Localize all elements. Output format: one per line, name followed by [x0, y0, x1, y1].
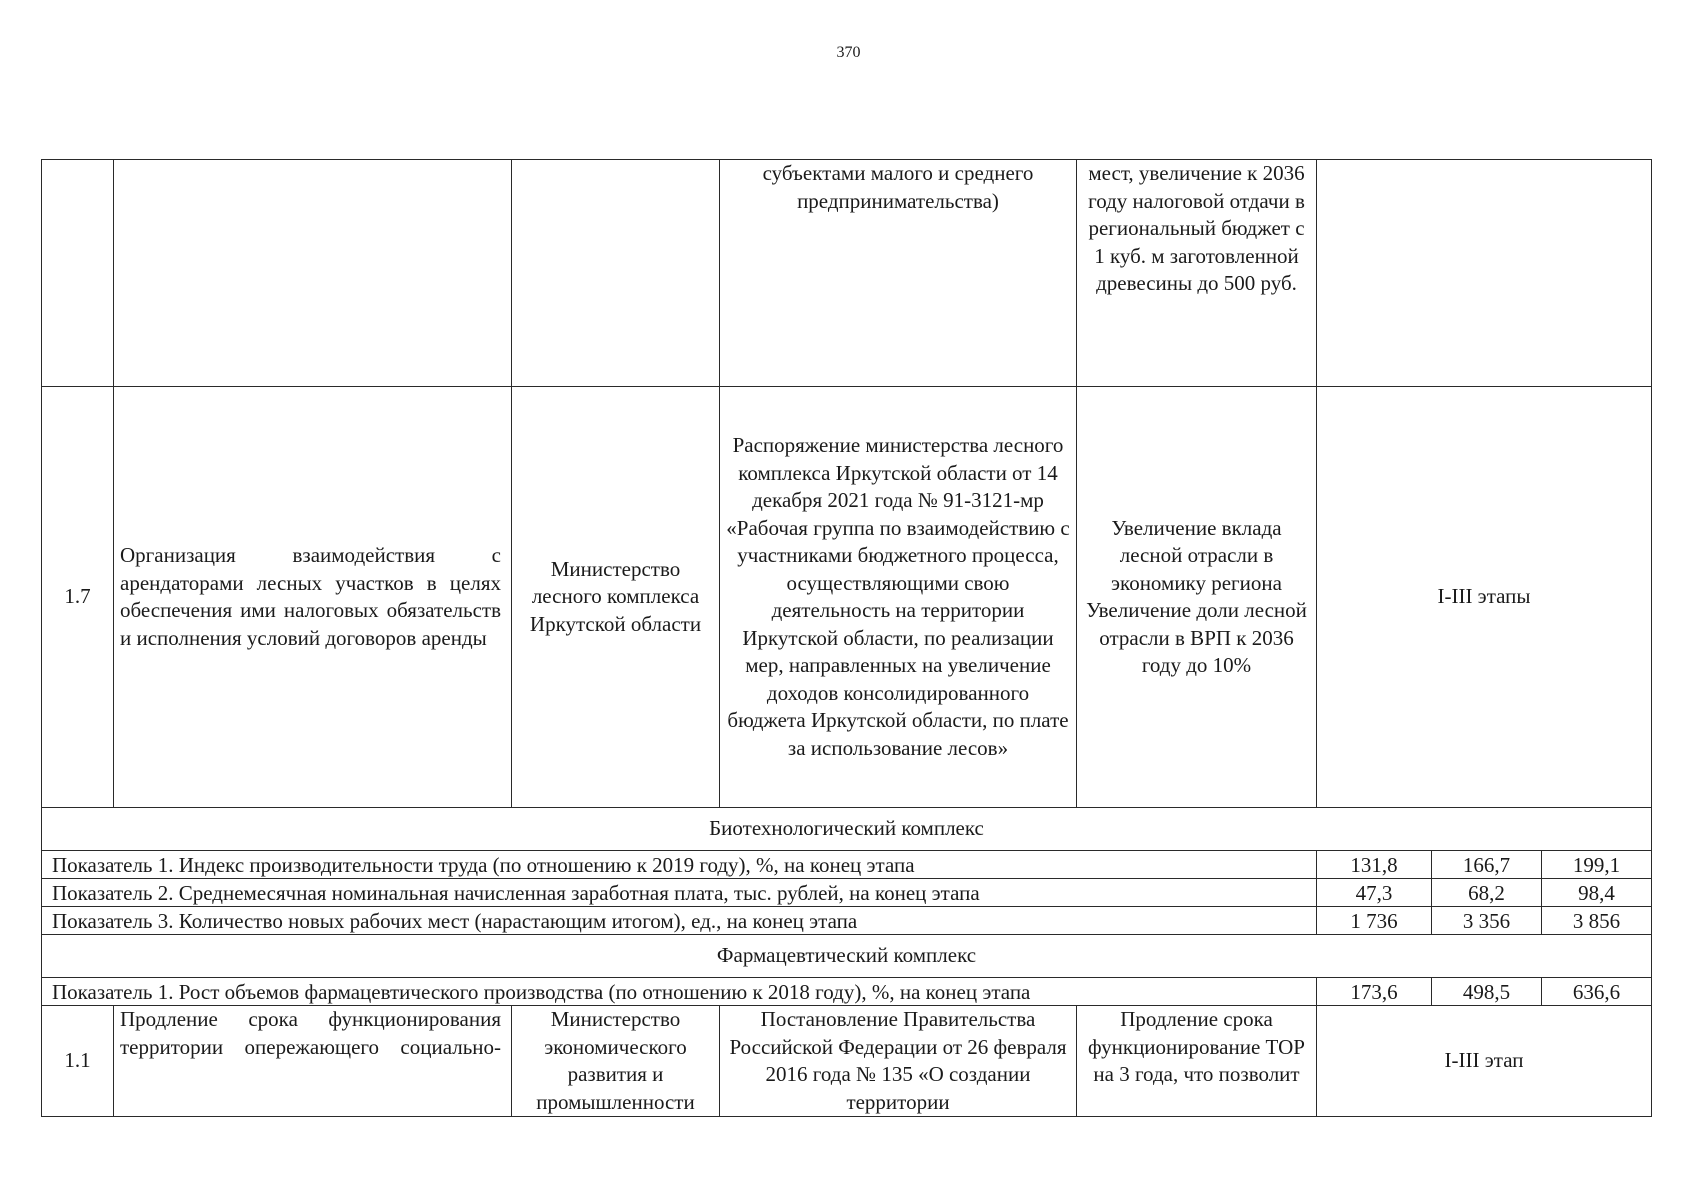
cell-responsible: Министерство экономического развития и промышленности — [512, 1006, 720, 1117]
indicator-value-stage-2: 166,7 — [1432, 851, 1542, 879]
indicator-value-stage-2: 498,5 — [1432, 978, 1542, 1006]
cell-activity — [114, 160, 512, 387]
cell-responsible: Министерство лесного комплекса Иркутской области — [512, 387, 720, 808]
cell-stages — [1317, 160, 1652, 387]
cell-activity: Организация взаимодействия с арендаторами лесных участков в целях обеспечения ими налоговых обязательств и исполнения условий договоров аренды — [114, 387, 512, 808]
section-title: Фармацевтический комплекс — [42, 935, 1652, 978]
cell-activity: Продление срока функционирования территории опережающего социально- — [114, 1006, 512, 1117]
table-row-1-1 — [42, 1006, 1652, 1117]
indicator-row — [42, 978, 1652, 1006]
table-row-continuation — [42, 160, 1652, 387]
page-number: 370 — [836, 44, 861, 61]
section-title: Биотехнологический комплекс — [42, 808, 1652, 851]
measures-table — [41, 159, 1652, 1117]
section-header-biotech — [42, 808, 1652, 851]
indicator-row — [42, 879, 1652, 907]
indicator-value-stage-3: 98,4 — [1542, 879, 1652, 907]
cell-result: Продление срока функционирование ТОР на 3 года, что позволит — [1077, 1006, 1317, 1117]
cell-basis: Распоряжение министерства лесного комплекса Иркутской области от 14 декабря 2021 года № 91-3121-мр «Рабочая группа по взаимодействию с участниками бюджетного процесса, осуществляющими свою деятельность на территории Иркутской области, по реализации мер, направленных на увеличение доходов консолидированного бюджета Иркутской области, по плате за использование лесов» — [720, 387, 1077, 808]
indicator-label: Показатель 1. Рост объемов фармацевтического производства (по отношению к 2018 году), %, на конец этапа — [42, 978, 1317, 1006]
indicator-label: Показатель 3. Количество новых рабочих мест (нарастающим итогом), ед., на конец этапа — [42, 907, 1317, 935]
indicator-value-stage-3: 199,1 — [1542, 851, 1652, 879]
indicator-value-stage-1: 173,6 — [1317, 978, 1432, 1006]
indicator-value-stage-3: 636,6 — [1542, 978, 1652, 1006]
cell-number: 1.1 — [42, 1006, 114, 1117]
indicator-label: Показатель 2. Среднемесячная номинальная начисленная заработная плата, тыс. рублей, на конец этапа — [42, 879, 1317, 907]
section-header-pharma — [42, 935, 1652, 978]
indicator-value-stage-1: 131,8 — [1317, 851, 1432, 879]
cell-result: мест, увеличение к 2036 году налоговой отдачи в региональный бюджет с 1 куб. м заготовленной древесины до 500 руб. — [1077, 160, 1317, 387]
indicator-row — [42, 851, 1652, 879]
table-row-1-7 — [42, 387, 1652, 808]
cell-stages: I-III этап — [1317, 1006, 1652, 1117]
cell-basis: Постановление Правительства Российской Федерации от 26 февраля 2016 года № 135 «О создании территории — [720, 1006, 1077, 1117]
indicator-value-stage-1: 1 736 — [1317, 907, 1432, 935]
indicator-value-stage-2: 3 356 — [1432, 907, 1542, 935]
indicator-label: Показатель 1. Индекс производительности труда (по отношению к 2019 году), %, на конец этапа — [42, 851, 1317, 879]
indicator-value-stage-2: 68,2 — [1432, 879, 1542, 907]
cell-responsible — [512, 160, 720, 387]
cell-result: Увеличение вклада лесной отрасли в экономику региона Увеличение доли лесной отрасли в ВРП к 2036 году до 10% — [1077, 387, 1317, 808]
cell-number: 1.7 — [42, 387, 114, 808]
indicator-value-stage-1: 47,3 — [1317, 879, 1432, 907]
cell-basis: субъектами малого и среднего предпринимательства) — [720, 160, 1077, 387]
cell-stages: I-III этапы — [1317, 387, 1652, 808]
cell-number — [42, 160, 114, 387]
indicator-value-stage-3: 3 856 — [1542, 907, 1652, 935]
indicator-row — [42, 907, 1652, 935]
